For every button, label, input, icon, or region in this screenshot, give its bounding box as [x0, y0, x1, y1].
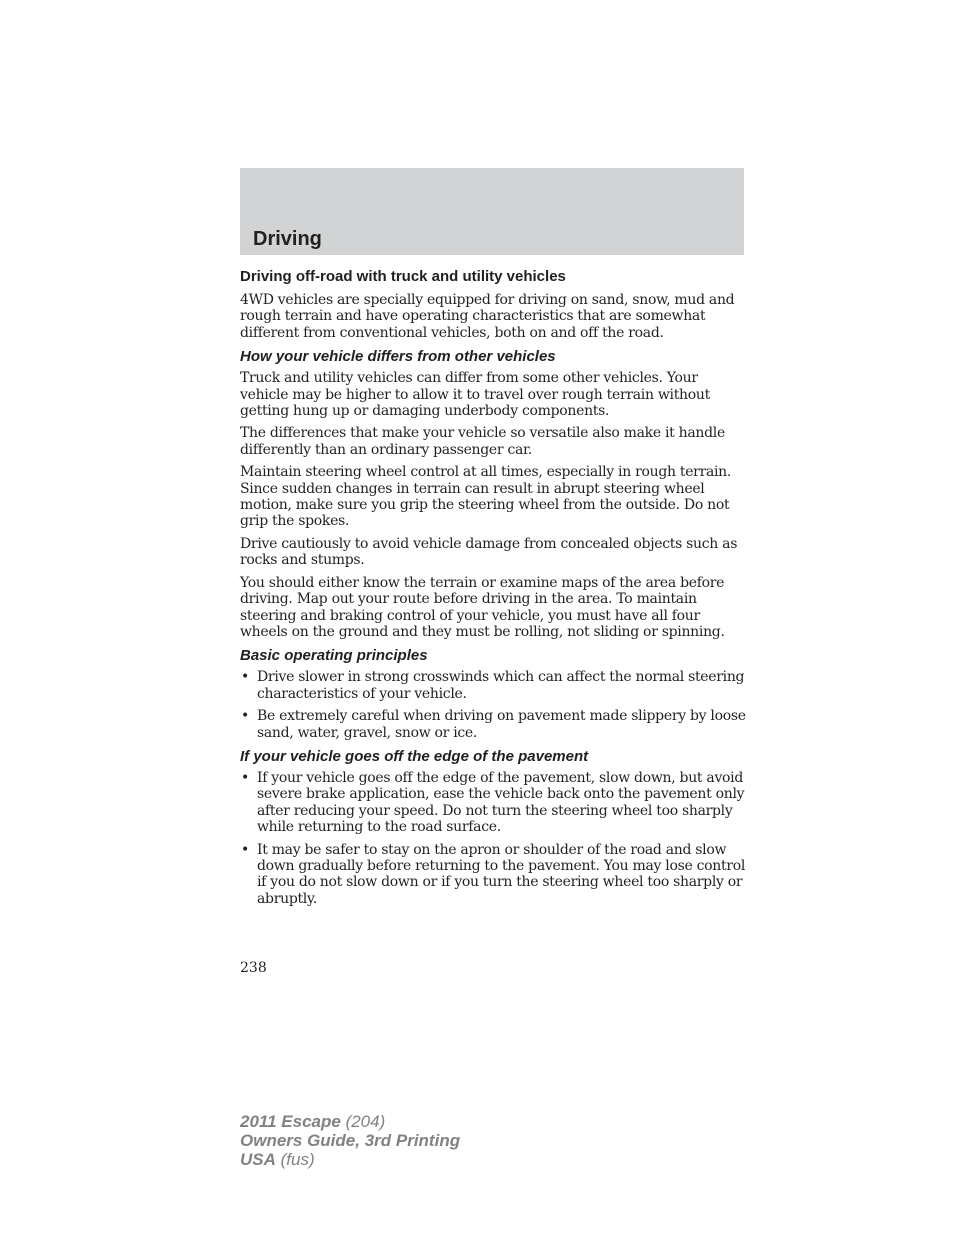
differs-paragraph-4: Drive cautiously to avoid vehicle damage from concealed objects such as rocks and stumps.: [240, 535, 738, 569]
footer-publication-info: [240, 1112, 460, 1169]
footer-model-code: (204): [345, 1112, 386, 1131]
bullet-icon: •: [241, 841, 249, 858]
subheading-off-pavement: If your vehicle goes off the edge of the pavement: [240, 747, 589, 765]
list-item-text: It may be safer to stay on the apron or shoulder of the road and slow down gradually before returning to the pavement. You may lose control if you do not slow down or if you turn the steering wheel too sharply or abruptly.: [257, 841, 746, 907]
differs-paragraph-2: The differences that make your vehicle so versatile also make it handle differently than an ordinary passenger car.: [240, 425, 725, 458]
page-content: [240, 267, 746, 913]
footer-line-1: [240, 1112, 460, 1131]
list-item-text: Be extremely careful when driving on pavement made slippery by loose sand, water, gravel, snow or ice.: [257, 708, 746, 741]
list-item-text: Drive slower in strong crosswinds which can affect the normal steering characteristics of your vehicle.: [257, 669, 745, 702]
chapter-title: Driving: [253, 228, 322, 250]
subheading-basic-principles: Basic operating principles: [240, 647, 428, 665]
subheading-vehicle-differs: How your vehicle differs from other vehicles: [240, 348, 556, 366]
footer-line-3: [240, 1150, 460, 1169]
list-item: [240, 770, 746, 836]
chapter-header-band: [240, 168, 744, 255]
footer-model: 2011 Escape: [240, 1112, 341, 1131]
page-number: 238: [240, 960, 267, 976]
intro-paragraph: 4WD vehicles are specially equipped for driving on sand, snow, mud and rough terrain and have operating characteristics that are somewhat different from conventional vehicles, both on and off the road.: [240, 292, 735, 341]
bullet-icon: •: [241, 769, 249, 786]
list-item: [240, 669, 746, 702]
footer-market: USA: [240, 1150, 276, 1169]
differs-paragraph-5: You should either know the terrain or examine maps of the area before driving. Map out your route before driving in the area. To maintain steering and braking control of your vehicle, you must have all four wheels on the ground and they must be rolling, not sliding or spinning.: [240, 574, 725, 640]
section-heading-off-road: Driving off-road with truck and utility vehicles: [240, 268, 566, 285]
list-item-text: If your vehicle goes off the edge of the pavement, slow down, but avoid severe brake application, ease the vehicle back onto the pavement only after reducing your speed. Do not turn the steering wheel too sharply while returning to the road surface.: [257, 769, 745, 836]
differs-paragraph-3: Maintain steering wheel control at all times, especially in rough terrain. Since sudden changes in terrain can result in abrupt steering wheel motion, make sure you grip the steering wheel from the outside. Do not grip the spokes.: [240, 464, 732, 530]
bullet-icon: •: [241, 669, 249, 686]
off-pavement-list: [240, 770, 746, 907]
footer-market-code: (fus): [280, 1150, 315, 1169]
list-item: [240, 708, 746, 741]
differs-paragraph-1: Truck and utility vehicles can differ from some other vehicles. Your vehicle may be higher to allow it to travel over rough terrain without getting hung up or damaging underbody components.: [240, 370, 710, 420]
bullet-icon: •: [241, 708, 249, 725]
footer-line-2: [240, 1131, 460, 1150]
footer-guide-edition: Owners Guide, 3rd Printing: [240, 1131, 461, 1150]
list-item: [240, 842, 746, 908]
basic-principles-list: [240, 669, 746, 741]
